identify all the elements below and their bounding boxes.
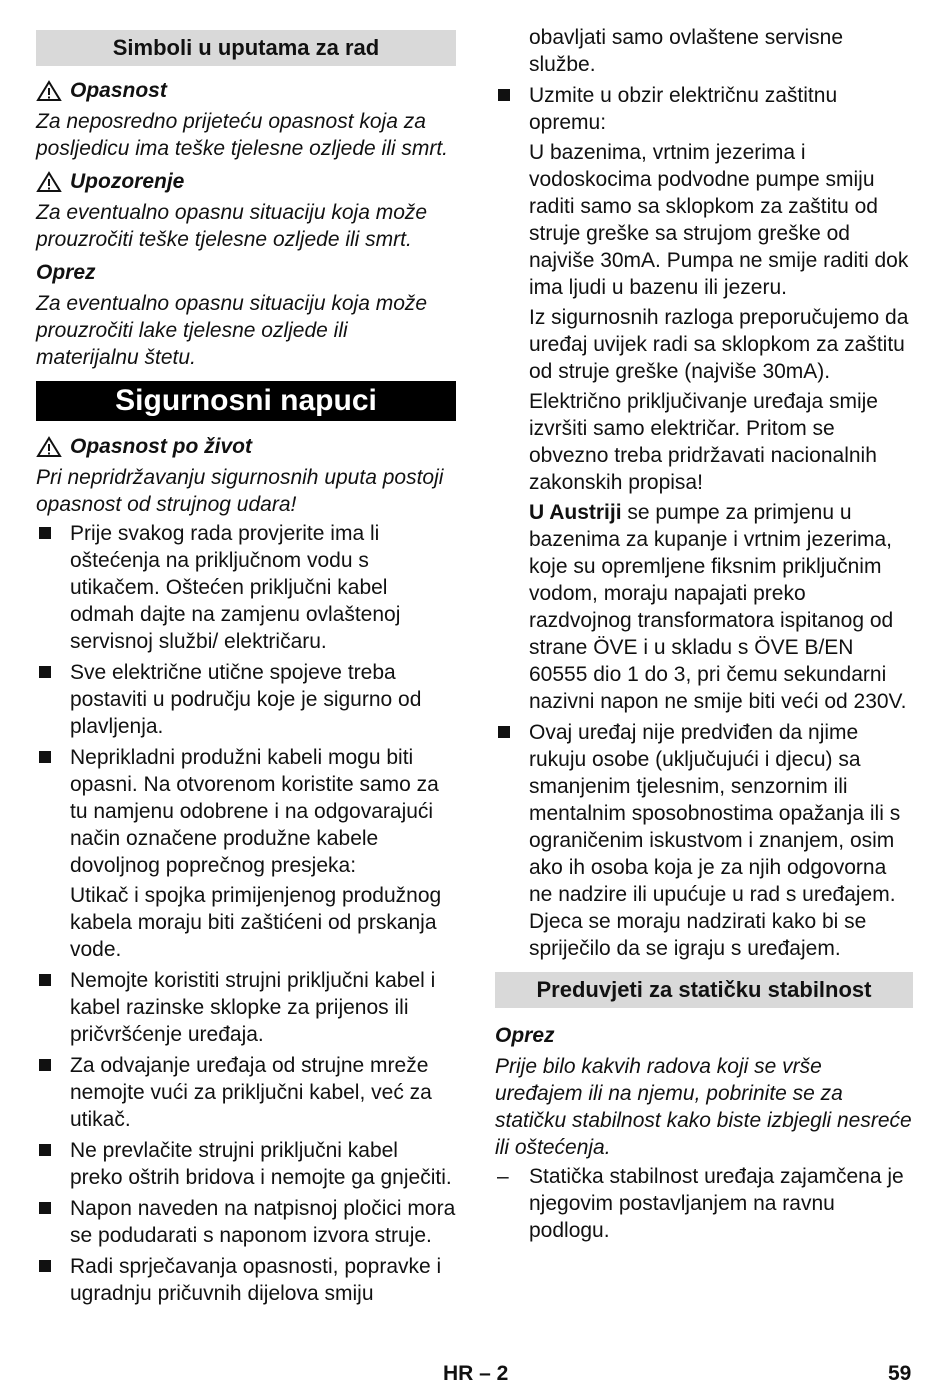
list-item: Uzmite u obzir električnu zaštitnu opremu: bbox=[495, 82, 913, 136]
electrician-paragraph: Električno priključivanje uređaja smije izvršiti samo električar. Pritom se obvezno treba pridržavati nacionalnih zakonskih propisa! bbox=[529, 390, 878, 494]
danger-text: Za neposredno prijeteću opasnost koja za posljedicu ima teške tjelesne ozljede ili smrt. bbox=[36, 110, 449, 160]
bullet-square-icon bbox=[39, 751, 51, 763]
symbols-heading: Simboli u uputama za rad bbox=[36, 30, 456, 66]
list-item-continuation: Utikač i spojka primijenjenog produžnog kabela moraju biti zaštićeni od prskanja vode. bbox=[70, 884, 442, 961]
list-item: Sve električne utične spojeve treba postaviti u području koje je sigurno od plavljenja. bbox=[36, 659, 456, 740]
life-danger-title bbox=[36, 433, 456, 460]
list-item: Napon naveden na natpisnoj pločici mora se podudarati s naponom izvora struje. bbox=[36, 1195, 456, 1249]
bullet-square-icon bbox=[498, 89, 510, 101]
dash-list-item: – Statička stabilnost uređaja zajamčena je njegovim postavljanjem na ravnu podlogu. bbox=[497, 1165, 904, 1242]
danger-title-label: Opasnost bbox=[70, 79, 167, 102]
austria-paragraph bbox=[495, 499, 913, 715]
list-item: Ovaj uređaj nije predviđen da njime rukuju osobe (uključujući i djecu) sa smanjenim tjelesnim, senzornim ili mentalnim sposobnostima opažanja ili s ograničenim iskustvom i znanjem, osim ako ih osoba koja je za njih odgovorna ne nadzire ili upućuje u rad s uređajem. Djeca se moraju nadzirati kako bi se spriječilo da se igraju s uređajem. bbox=[495, 719, 913, 962]
caution-text: Za eventualno opasnu situaciju koja može prouzročiti lake tjelesne ozljede ili materijalnu štetu. bbox=[36, 292, 428, 369]
list-item: Radi sprječavanja opasnosti, popravke i ugradnju pričuvnih dijelova smiju bbox=[36, 1253, 456, 1307]
safety-reasons-paragraph: Iz sigurnosnih razloga preporučujemo da uređaj uvijek radi sa sklopkom za zaštitu od struje greške (najviše 30mA). bbox=[529, 306, 909, 383]
warning-triangle-icon bbox=[36, 436, 62, 458]
warning-triangle-icon bbox=[36, 80, 62, 102]
pools-paragraph: U bazenima, vrtnim jezerima i vodoskocima podvodne pumpe smiju raditi samo sa sklopkom za zaštitu od struje greške sa strujom greške od najviše 30mA. Pumpa ne smije raditi dok ima ljudi u bazenu ili jezeru. bbox=[529, 141, 909, 299]
list-item: Prije svakog rada provjerite ima li oštećenja na priključnom vodu s utikačem. Oštećen priključni kabel odmah dajte na zamjenu ovlaštenoj servisnoj službi/ električaru. bbox=[36, 520, 456, 655]
right-column bbox=[495, 0, 913, 1244]
dash-bullet: – bbox=[497, 1165, 509, 1188]
footer-section-label: HR – 2 bbox=[443, 1362, 509, 1385]
caution-title: Oprez bbox=[36, 261, 96, 284]
bullet-square-icon bbox=[39, 974, 51, 986]
life-danger-title-label: Opasnost po život bbox=[70, 435, 253, 458]
list-item: Neprikladni produžni kabeli mogu biti opasni. Na otvorenom koristite samo za tu namjenu odobrene i na odgovarajući način označene produžne kabele dovoljnog poprečnog presjeka: bbox=[36, 744, 456, 879]
bullet-square-icon bbox=[39, 1202, 51, 1214]
bullet-square-icon bbox=[39, 527, 51, 539]
austria-label: U Austriji bbox=[529, 501, 622, 524]
list-item: Za odvajanje uređaja od strujne mreže nemojte vući za priključni kabel, već za utikač. bbox=[36, 1052, 456, 1133]
life-danger-text: Pri nepridržavanju sigurnosnih uputa postoji opasnost od strujnog udara! bbox=[36, 466, 444, 516]
caution-title: Oprez bbox=[495, 1024, 555, 1047]
bullet-square-icon bbox=[39, 1260, 51, 1272]
list-item: Nemojte koristiti strujni priključni kabel i kabel razinske sklopke za prijenos ili pričvršćenje uređaja. bbox=[36, 967, 456, 1048]
warning-triangle-icon bbox=[36, 171, 62, 193]
warning-title-label: Upozorenje bbox=[70, 170, 185, 193]
warning-title bbox=[36, 168, 456, 195]
austria-text: se pumpe za primjenu u bazenima za kupanje i vrtnim jezerima, koje su opremljene fiksnim priključnim vodom, moraju napajati preko razdvojnog transformatora ispitanog od strane ÖVE i u skladu s ÖVE B/EN 60555 dio 1 do 3, pri čemu sekundarni nazivni napon ne smije biti veći od 230V. bbox=[529, 501, 907, 713]
bullet-square-icon bbox=[39, 1059, 51, 1071]
bullet-square-icon bbox=[39, 666, 51, 678]
caution-text: Prije bilo kakvih radova koji se vrše uređajem ili na njemu, pobrinite se za statičku stabilnost kako biste izbjegli nesreće ili oštećenja. bbox=[495, 1055, 912, 1159]
list-item: Ne prevlačite strujni priključni kabel preko oštrih bridova i nemojte ga gnječiti. bbox=[36, 1137, 456, 1191]
warning-text: Za eventualno opasnu situaciju koja može prouzročiti teške tjelesne ozljede ili smrt. bbox=[36, 201, 428, 251]
danger-title bbox=[36, 77, 456, 104]
stability-heading: Preduvjeti za statičku stabilnost bbox=[495, 972, 913, 1008]
bullet-square-icon bbox=[498, 726, 510, 738]
page-number: 59 bbox=[888, 1362, 912, 1385]
continuation-text: obavljati samo ovlaštene servisne službe. bbox=[529, 26, 843, 76]
left-column bbox=[36, 0, 456, 1307]
bullet-square-icon bbox=[39, 1144, 51, 1156]
safety-heading: Sigurnosni napuci bbox=[36, 381, 456, 421]
